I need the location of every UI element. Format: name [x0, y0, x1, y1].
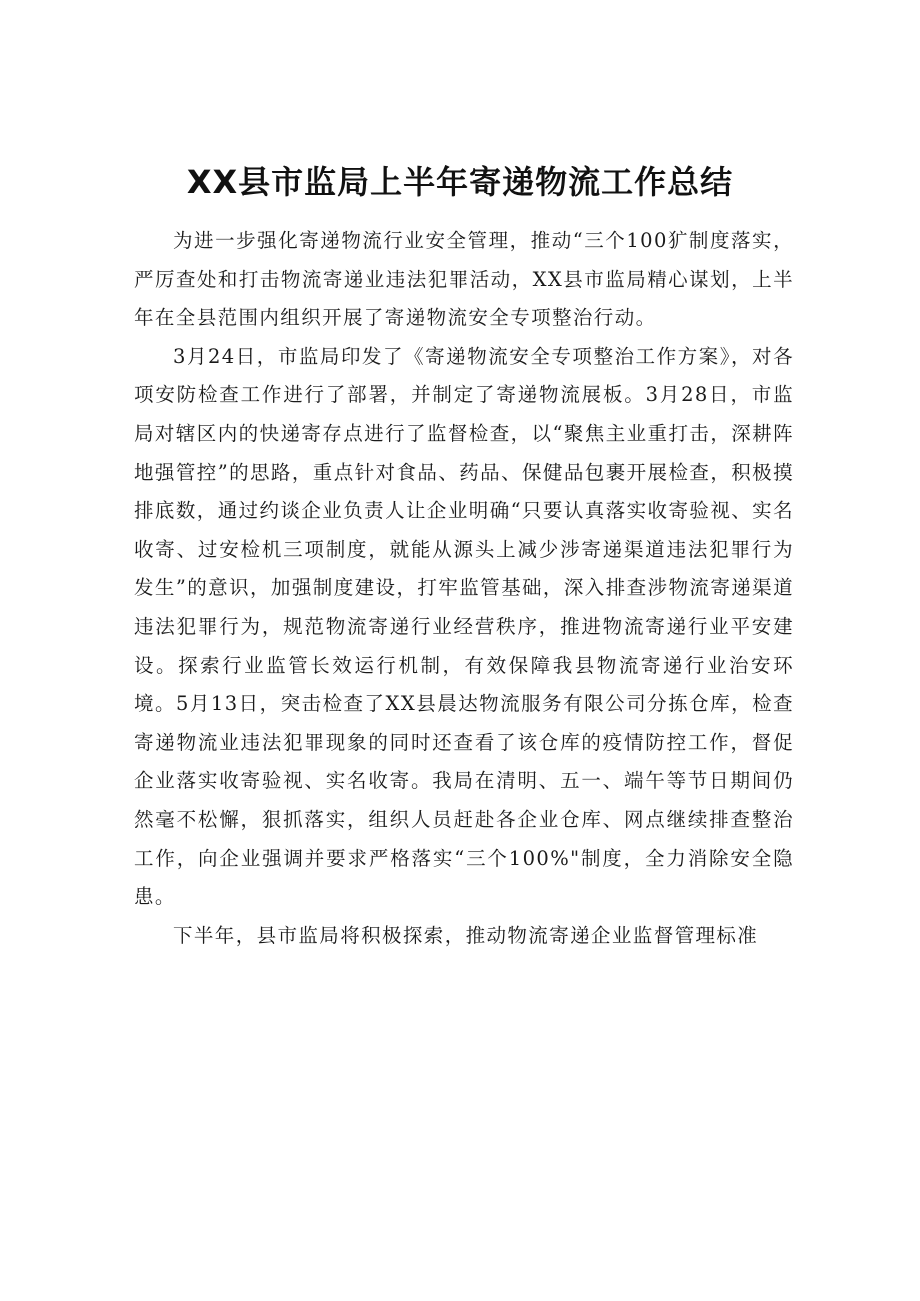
paragraph-actions: 3月24日，市监局印发了《寄递物流安全专项整治工作方案》，对各项安防检查工作进行了部署，并制定了寄递物流展板。3月28日，市监局对辖区内的快递寄存点进行了监督检查，以“聚焦主业重打击，深耕阵地强管控”的思路，重点针对食品、药品、保健品包裹开展检查，积极摸排底数，通过约谈企业负责人让企业明确“只要认真落实收寄验视、实名收寄、过安检机三项制度，就能从源头上减少涉寄递渠道违法犯罪行为发生”的意识，加强制度建设，打牢监管基础，深入排查涉物流寄递渠道违法犯罪行为，规范物流寄递行业经营秩序，推进物流寄递行业平安建设。探索行业监管长效运行机制，有效保障我县物流寄递行业治安环境。5月13日，突击检查了XX县晨达物流服务有限公司分拣仓库，检查寄递物流业违法犯罪现象的同时还查看了该仓库的疫情防控工作，督促企业落实收寄验视、实名收寄。我局在清明、五一、端午等节日期间仍然毫不松懈，狠抓落实，组织人员赶赴各企业仓库、网点继续排查整治工作，向企业强调并要求严格落实“三个100%"制度，全力消除安全隐患。 [134, 344, 794, 909]
document-body [134, 222, 794, 955]
paragraph-next-half: 下半年，县市监局将积极探索，推动物流寄递企业监督管理标准 [173, 923, 759, 947]
paragraph-intro: 为进一步强化寄递物流行业安全管理，推动“三个100犷制度落实，严厉查处和打击物流寄递业违法犯罪活动，XX县市监局精心谋划，上半年在全县范围内组织开展了寄递物流安全专项整治行动。 [134, 229, 794, 330]
document-title: XX县市监局上半年寄递物流工作总结 [186, 163, 734, 201]
